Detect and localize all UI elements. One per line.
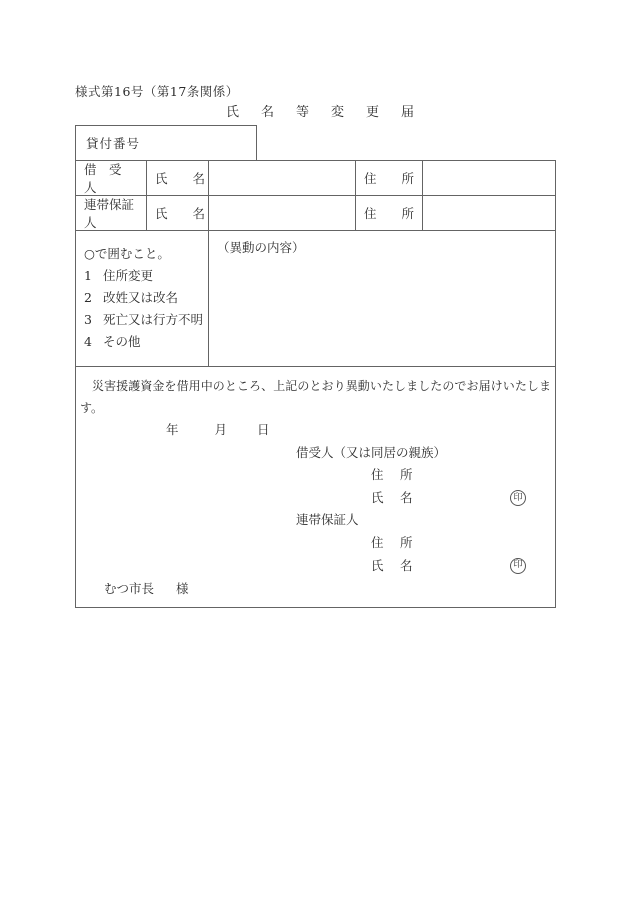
- page-title: 氏名等変更届: [226, 105, 437, 120]
- addressee-name: むつ市長: [104, 580, 155, 596]
- loan-number-label: 貸付番号: [86, 136, 141, 151]
- month-label: 月: [214, 422, 228, 437]
- guarantor-name-label: 氏 名: [147, 196, 209, 230]
- year-label: 年: [166, 422, 179, 437]
- form-number: 様式第16号（第17条関係）: [75, 84, 239, 99]
- date-line: [76, 419, 555, 442]
- guarantor-role-label: 連帯保証人: [76, 196, 147, 230]
- declaration-statement: 災害援護資金を借用中のところ、上記のとおり異動いたしましたのでお届けいたします。: [80, 379, 551, 415]
- change-type-row: [76, 231, 555, 367]
- option-death-or-missing: 3 死亡又は行方不明: [84, 312, 204, 327]
- change-details-cell: [209, 231, 555, 366]
- guarantor-seal-icon: 印: [510, 558, 526, 574]
- table-row-guarantor: [76, 196, 555, 231]
- table-row-borrower: [76, 161, 555, 196]
- borrower-address-label: 住 所: [356, 161, 423, 195]
- declaration-section: [76, 367, 555, 607]
- guarantor-signature-heading: 連帯保証人: [296, 512, 359, 528]
- addressee-line: [76, 578, 555, 601]
- change-type-options: [76, 231, 209, 366]
- borrower-address-field: [423, 161, 555, 195]
- guarantor-address-line: [76, 532, 555, 555]
- borrower-address-line: [76, 464, 555, 487]
- guarantor-sig-name-label: 氏 名: [371, 557, 415, 573]
- guarantor-sig-address-label: 住 所: [371, 534, 415, 550]
- guarantor-name-line: [76, 555, 555, 578]
- borrower-sig-name-label: 氏 名: [371, 489, 415, 505]
- option-name-change: 2 改姓又は改名: [84, 290, 179, 305]
- main-table: [75, 160, 556, 608]
- borrower-name-label: 氏 名: [147, 161, 209, 195]
- change-details-label: （異動の内容）: [217, 240, 305, 255]
- option-address-change: 1 住所変更: [84, 268, 154, 283]
- guarantor-name-field: [209, 196, 356, 230]
- borrower-name-field: [209, 161, 356, 195]
- circle-instruction: ○で囲むこと。: [84, 246, 170, 261]
- guarantor-address-field: [423, 196, 555, 230]
- borrower-role-label: 借 受 人: [76, 161, 147, 195]
- loan-number-box: [75, 125, 257, 160]
- guarantor-address-label: 住 所: [356, 196, 423, 230]
- borrower-name-line: [76, 487, 555, 510]
- borrower-sig-address-label: 住 所: [371, 467, 415, 483]
- borrower-seal-icon: 印: [510, 490, 526, 506]
- option-other: 4 その他: [84, 334, 141, 349]
- addressee-honorific: 様: [176, 580, 189, 596]
- borrower-signature-heading: 借受人（又は同居の親族）: [296, 444, 447, 460]
- day-label: 日: [257, 422, 270, 437]
